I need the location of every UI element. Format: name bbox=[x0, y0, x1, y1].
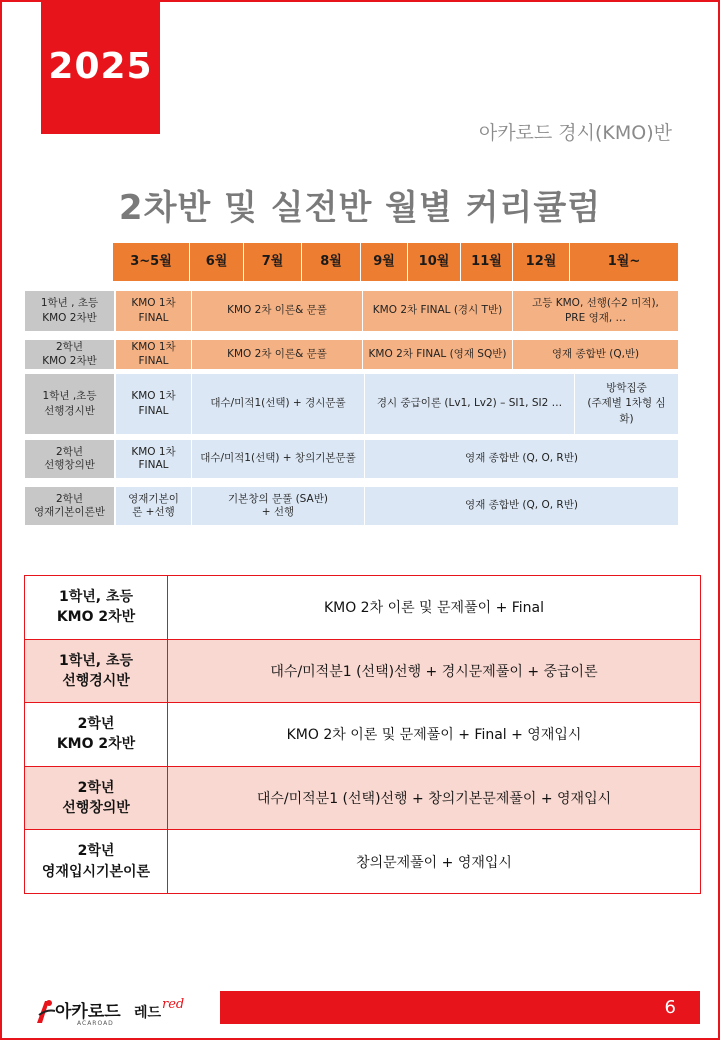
schedule-cell: 영재 종합반 (Q, O, R반) bbox=[365, 487, 678, 525]
footer-bar bbox=[220, 991, 700, 1024]
page-number: 6 bbox=[664, 997, 676, 1018]
summary-row bbox=[25, 576, 701, 640]
summary-description: 대수/미적분1 (선택)선행 + 창의기본문제풀이 + 영재입시 bbox=[168, 766, 701, 830]
schedule-cell: 기본창의 문풀 (SA반) + 선행 bbox=[192, 487, 365, 525]
year-badge bbox=[41, 0, 160, 134]
summary-description: KMO 2차 이론 및 문제풀이 + Final bbox=[168, 576, 701, 640]
schedule-cell: KMO 1차 FINAL bbox=[116, 340, 192, 369]
row-label: 1학년 , 초등 KMO 2차반 bbox=[25, 291, 114, 331]
schedule-cell: 대수/미적1(선택) + 경시문풀 bbox=[192, 374, 365, 434]
year-label: 2025 bbox=[48, 46, 153, 87]
month-header-cell: 11월 bbox=[461, 243, 513, 281]
row-label: 2학년 KMO 2차반 bbox=[25, 340, 114, 369]
schedule-cell: KMO 2차 이론& 문풀 bbox=[192, 340, 363, 369]
schedule-cell: 영재기본이 론 +선행 bbox=[116, 487, 192, 525]
logo-script: red bbox=[162, 997, 185, 1012]
summary-class-name: 2학년 영재입시기본이론 bbox=[25, 830, 168, 894]
schedule-cell: 고등 KMO, 선행(수2 미적), PRE 영재, … bbox=[513, 291, 678, 331]
schedule-cell: KMO 1차 FINAL bbox=[116, 374, 192, 434]
page-title: 2차반 및 실전반 월별 커리큘럼 bbox=[118, 188, 602, 228]
month-header-cell: 7월 bbox=[244, 243, 302, 281]
summary-class-name: 1학년, 초등 KMO 2차반 bbox=[25, 576, 168, 640]
acaroad-logo bbox=[35, 995, 195, 1027]
month-header-cell: 6월 bbox=[190, 243, 244, 281]
schedule-cell: KMO 1차 FINAL bbox=[116, 440, 192, 478]
month-header-cell: 8월 bbox=[302, 243, 361, 281]
schedule-cell: KMO 2차 FINAL (경시 T반) bbox=[363, 291, 513, 331]
month-header-cell: 12월 bbox=[513, 243, 570, 281]
summary-description: KMO 2차 이론 및 문제풀이 + Final + 영재입시 bbox=[168, 703, 701, 767]
schedule-cell: KMO 2차 FINAL (영재 SQ반) bbox=[363, 340, 513, 369]
month-header-cell: 1월~ bbox=[570, 243, 678, 281]
month-header-cell: 3~5월 bbox=[113, 243, 190, 281]
row-label: 2학년 영재기본이론반 bbox=[25, 487, 114, 525]
summary-row bbox=[25, 639, 701, 703]
row-label: 2학년 선행창의반 bbox=[25, 440, 114, 478]
summary-table bbox=[24, 575, 701, 894]
summary-row bbox=[25, 703, 701, 767]
schedule-cell: 방학집중 (주제별 1차형 심 화) bbox=[575, 374, 678, 434]
summary-class-name: 2학년 선행창의반 bbox=[25, 766, 168, 830]
summary-row bbox=[25, 766, 701, 830]
month-header-cell: 10월 bbox=[408, 243, 461, 281]
logo-red-label: 레드 bbox=[134, 1005, 162, 1021]
month-header-cell: 9월 bbox=[361, 243, 408, 281]
acaroad-logo-mark bbox=[35, 995, 195, 1027]
summary-description: 창의문제풀이 + 영재입시 bbox=[168, 830, 701, 894]
summary-class-name: 2학년 KMO 2차반 bbox=[25, 703, 168, 767]
schedule-cell: 영재 종합반 (Q,반) bbox=[513, 340, 678, 369]
logo-text: 아카로드 bbox=[55, 1002, 121, 1022]
summary-description: 대수/미적분1 (선택)선행 + 경시문제풀이 + 중급이론 bbox=[168, 639, 701, 703]
schedule-cell: 대수/미적1(선택) + 창의기본문풀 bbox=[192, 440, 365, 478]
page-subtitle: 아카로드 경시(KMO)반 bbox=[478, 122, 672, 144]
schedule-cell: KMO 2차 이론& 문풀 bbox=[192, 291, 363, 331]
row-label: 1학년 ,초등 선행경시반 bbox=[25, 374, 114, 434]
summary-row bbox=[25, 830, 701, 894]
schedule-cell: 영재 종합반 (Q, O, R반) bbox=[365, 440, 678, 478]
summary-class-name: 1학년, 초등 선행경시반 bbox=[25, 639, 168, 703]
logo-sub: ACAROAD bbox=[77, 1020, 114, 1027]
schedule-cell: 경시 중급이론 (Lv1, Lv2) – SI1, SI2 … bbox=[365, 374, 575, 434]
schedule-cell: KMO 1차 FINAL bbox=[116, 291, 192, 331]
